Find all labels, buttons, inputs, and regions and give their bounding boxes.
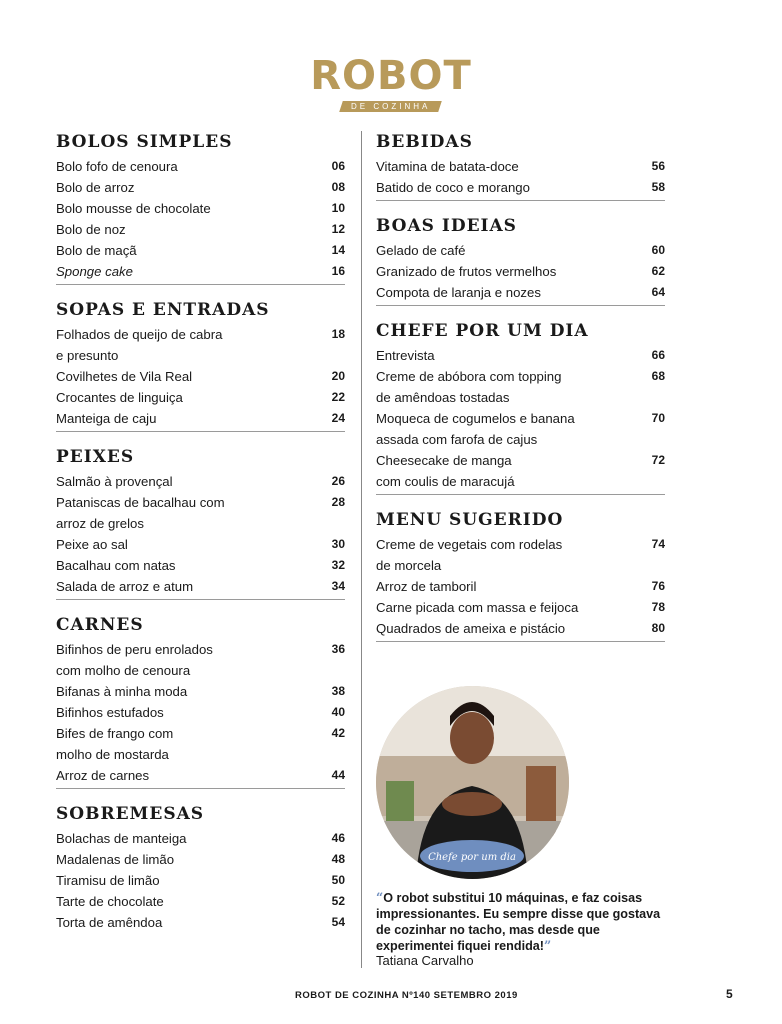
entry-title-line: Bolo de noz bbox=[56, 222, 126, 237]
toc-section bbox=[376, 215, 665, 306]
entry-page-number: 14 bbox=[331, 243, 345, 257]
entry-page-number: 16 bbox=[331, 264, 345, 278]
entry-title-line: Salada de arroz e atum bbox=[56, 579, 194, 594]
toc-right-column bbox=[376, 131, 665, 656]
section-title: PEIXES bbox=[56, 447, 135, 467]
entry-title-line: Granizado de frutos vermelhos bbox=[376, 264, 557, 279]
toc-section bbox=[376, 509, 665, 642]
toc-entry[interactable] bbox=[56, 723, 345, 765]
entry-page-number: 50 bbox=[331, 873, 345, 887]
entry-page-number: 36 bbox=[331, 642, 345, 656]
entry-title bbox=[56, 912, 332, 933]
toc-entry[interactable] bbox=[56, 219, 345, 240]
entry-page-number: 74 bbox=[651, 537, 665, 551]
toc-entry[interactable] bbox=[56, 681, 345, 702]
entry-page-number: 80 bbox=[651, 621, 665, 635]
quote-text: O robot substitui 10 máquinas, e faz coisas impressionantes. Eu sempre disse que gostava de cozinhar no tacho, mas desde que experimentei fiquei rendida! bbox=[376, 891, 661, 953]
entry-title bbox=[376, 156, 652, 177]
entry-title bbox=[56, 198, 332, 219]
entry-title bbox=[56, 366, 332, 387]
entry-title-line: de amêndoas tostadas bbox=[376, 390, 510, 405]
entry-title-line: Manteiga de caju bbox=[56, 411, 157, 426]
entry-title-line: Bolo mousse de chocolate bbox=[56, 201, 211, 216]
entry-title-line: Tarte de chocolate bbox=[56, 894, 164, 909]
entry-title bbox=[56, 408, 332, 429]
toc-entry[interactable] bbox=[376, 240, 665, 261]
toc-section bbox=[56, 803, 345, 935]
entry-title-line: Arroz de tamboril bbox=[376, 579, 477, 594]
entry-page-number: 20 bbox=[331, 369, 345, 383]
toc-entry[interactable] bbox=[376, 408, 665, 450]
toc-section bbox=[56, 446, 345, 600]
entry-title bbox=[56, 261, 332, 282]
entry-title bbox=[376, 345, 652, 366]
entry-title-line: arroz de grelos bbox=[56, 516, 144, 531]
section-title: CARNES bbox=[56, 615, 144, 635]
toc-section bbox=[56, 614, 345, 789]
toc-section bbox=[376, 320, 665, 495]
entry-page-number: 48 bbox=[331, 852, 345, 866]
entry-title-line: Moqueca de cogumelos e banana bbox=[376, 411, 575, 426]
toc-entry[interactable] bbox=[56, 576, 345, 597]
entry-page-number: 78 bbox=[651, 600, 665, 614]
entry-title-line: Covilhetes de Vila Real bbox=[56, 369, 193, 384]
toc-entry[interactable] bbox=[376, 450, 665, 492]
footer-issue: ROBOT DE COZINHA Nº140 SETEMBRO 2019 bbox=[295, 990, 518, 1001]
toc-entry[interactable] bbox=[56, 555, 345, 576]
entry-title-line: Bifinhos de peru enrolados bbox=[56, 642, 213, 657]
entry-title-line: Bolachas de manteiga bbox=[56, 831, 187, 846]
section-title: CHEFE POR UM DIA bbox=[376, 321, 589, 341]
entry-title bbox=[376, 240, 652, 261]
toc-entry[interactable] bbox=[376, 177, 665, 198]
entry-page-number: 46 bbox=[331, 831, 345, 845]
entry-title bbox=[56, 849, 332, 870]
entry-title-line: de morcela bbox=[376, 558, 442, 573]
toc-section bbox=[376, 131, 665, 201]
entry-title bbox=[376, 618, 652, 639]
entry-page-number: 40 bbox=[331, 705, 345, 719]
entry-title-line: assada com farofa de cajus bbox=[376, 432, 538, 447]
entry-page-number: 34 bbox=[331, 579, 345, 593]
toc-entry[interactable] bbox=[376, 366, 665, 408]
entry-title bbox=[376, 177, 652, 198]
entry-title bbox=[376, 282, 652, 303]
toc-entry[interactable] bbox=[56, 366, 345, 387]
entry-title-line: e presunto bbox=[56, 348, 119, 363]
entry-title bbox=[56, 702, 332, 723]
entry-title-line: Batido de coco e morango bbox=[376, 180, 530, 195]
entry-title bbox=[56, 219, 332, 240]
entry-title-line: Entrevista bbox=[376, 348, 435, 363]
toc-entry[interactable] bbox=[56, 870, 345, 891]
entry-page-number: 06 bbox=[331, 159, 345, 173]
entry-title-line: Peixe ao sal bbox=[56, 537, 128, 552]
entry-title-line: Bifanas à minha moda bbox=[56, 684, 188, 699]
entry-page-number: 12 bbox=[331, 222, 345, 236]
entry-title-line: Madalenas de limão bbox=[56, 852, 175, 867]
entry-title bbox=[56, 240, 332, 261]
entry-page-number: 32 bbox=[331, 558, 345, 572]
logo-title: ROBOT bbox=[310, 53, 472, 99]
toc-entry[interactable] bbox=[56, 324, 345, 366]
toc-entry[interactable] bbox=[56, 387, 345, 408]
toc-entry[interactable] bbox=[56, 261, 345, 282]
section-title: SOBREMESAS bbox=[56, 804, 205, 824]
entry-title bbox=[56, 177, 332, 198]
entry-title bbox=[376, 408, 652, 450]
toc-entry[interactable] bbox=[376, 156, 665, 177]
toc-section bbox=[56, 131, 345, 285]
entry-title bbox=[56, 492, 332, 534]
toc-entry[interactable] bbox=[56, 702, 345, 723]
section-title: BOLOS SIMPLES bbox=[56, 132, 233, 152]
entry-title bbox=[56, 534, 332, 555]
entry-page-number: 62 bbox=[651, 264, 665, 278]
toc-entry[interactable] bbox=[376, 618, 665, 639]
toc-section bbox=[56, 299, 345, 432]
entry-title-line: Torta de amêndoa bbox=[56, 915, 163, 930]
entry-title-line: Bifes de frango com bbox=[56, 726, 174, 741]
entry-title-line: Folhados de queijo de cabra bbox=[56, 327, 223, 342]
entry-title-line: Bifinhos estufados bbox=[56, 705, 164, 720]
entry-title bbox=[56, 681, 332, 702]
entry-title bbox=[56, 156, 332, 177]
entry-title-line: Salmão à provençal bbox=[56, 474, 173, 489]
entry-page-number: 10 bbox=[331, 201, 345, 215]
entry-page-number: 66 bbox=[651, 348, 665, 362]
entry-title bbox=[56, 828, 332, 849]
entry-page-number: 42 bbox=[331, 726, 345, 740]
entry-title-line: Pataniscas de bacalhau com bbox=[56, 495, 225, 510]
entry-title bbox=[376, 261, 652, 282]
toc-entry[interactable] bbox=[56, 849, 345, 870]
toc-entry[interactable] bbox=[56, 534, 345, 555]
toc-entry[interactable] bbox=[56, 492, 345, 534]
entry-page-number: 60 bbox=[651, 243, 665, 257]
entry-page-number: 18 bbox=[331, 327, 345, 341]
entry-page-number: 30 bbox=[331, 537, 345, 551]
entry-title-line: Crocantes de linguiça bbox=[56, 390, 183, 405]
entry-title-line: com molho de cenoura bbox=[56, 663, 191, 678]
toc-entry[interactable] bbox=[56, 177, 345, 198]
entry-page-number: 22 bbox=[331, 390, 345, 404]
toc-entry[interactable] bbox=[376, 576, 665, 597]
entry-title bbox=[376, 366, 652, 408]
page-number: 5 bbox=[726, 987, 733, 1001]
toc-left-column bbox=[56, 131, 345, 949]
entry-title-line: Carne picada com massa e feijoca bbox=[376, 600, 579, 615]
section-title: BEBIDAS bbox=[376, 132, 473, 152]
entry-title-line: com coulis de maracujá bbox=[376, 474, 515, 489]
quote-close-mark: ” bbox=[543, 938, 552, 953]
toc-entry[interactable] bbox=[56, 240, 345, 261]
entry-title-line: Quadrados de ameixa e pistácio bbox=[376, 621, 566, 636]
toc-entry[interactable] bbox=[376, 534, 665, 576]
toc-entry[interactable] bbox=[56, 891, 345, 912]
entry-title-line: Bolo de maçã bbox=[56, 243, 137, 258]
toc-entry[interactable] bbox=[376, 345, 665, 366]
chef-badge-text: Chefe por um dia bbox=[428, 852, 516, 863]
toc-entry[interactable] bbox=[56, 471, 345, 492]
entry-page-number: 64 bbox=[651, 285, 665, 299]
toc-entry[interactable] bbox=[56, 912, 345, 933]
entry-title-line: Sponge cake bbox=[56, 264, 133, 279]
entry-title bbox=[376, 576, 652, 597]
entry-title bbox=[56, 471, 332, 492]
entry-title-line: Bolo de arroz bbox=[56, 180, 135, 195]
chef-portrait bbox=[376, 686, 569, 879]
column-divider bbox=[361, 131, 362, 968]
entry-title bbox=[376, 534, 652, 576]
entry-title bbox=[56, 765, 332, 786]
entry-page-number: 58 bbox=[651, 180, 665, 194]
toc-entry[interactable] bbox=[376, 282, 665, 303]
quote-author: Tatiana Carvalho bbox=[376, 953, 474, 968]
entry-title bbox=[56, 387, 332, 408]
entry-page-number: 76 bbox=[651, 579, 665, 593]
entry-page-number: 28 bbox=[331, 495, 345, 509]
entry-title-line: molho de mostarda bbox=[56, 747, 169, 762]
logo-subtitle: DE COZINHA bbox=[340, 101, 443, 112]
entry-page-number: 54 bbox=[331, 915, 345, 929]
quote-open-mark: “ bbox=[376, 890, 384, 905]
entry-page-number: 38 bbox=[331, 684, 345, 698]
toc-entry[interactable] bbox=[56, 198, 345, 219]
toc-entry[interactable] bbox=[376, 597, 665, 618]
entry-title bbox=[56, 870, 332, 891]
entry-title bbox=[376, 450, 652, 492]
section-title: SOPAS E ENTRADAS bbox=[56, 300, 270, 320]
entry-title-line: Arroz de carnes bbox=[56, 768, 150, 783]
toc-entry[interactable] bbox=[56, 156, 345, 177]
toc-entry[interactable] bbox=[56, 828, 345, 849]
toc-entry[interactable] bbox=[56, 765, 345, 786]
section-title: MENU SUGERIDO bbox=[376, 510, 564, 530]
entry-page-number: 56 bbox=[651, 159, 665, 173]
entry-title-line: Bacalhau com natas bbox=[56, 558, 176, 573]
entry-page-number: 24 bbox=[331, 411, 345, 425]
toc-entry[interactable] bbox=[56, 639, 345, 681]
entry-title-line: Bolo fofo de cenoura bbox=[56, 159, 178, 174]
entry-page-number: 44 bbox=[331, 768, 345, 782]
entry-page-number: 70 bbox=[651, 411, 665, 425]
entry-title bbox=[56, 555, 332, 576]
entry-title bbox=[56, 324, 332, 366]
entry-title-line: Cheesecake de manga bbox=[376, 453, 512, 468]
entry-title bbox=[56, 891, 332, 912]
toc-entry[interactable] bbox=[56, 408, 345, 429]
entry-title bbox=[56, 576, 332, 597]
entry-title-line: Gelado de café bbox=[376, 243, 466, 258]
entry-title bbox=[56, 723, 332, 765]
toc-entry[interactable] bbox=[376, 261, 665, 282]
entry-page-number: 26 bbox=[331, 474, 345, 488]
entry-page-number: 68 bbox=[651, 369, 665, 383]
entry-title-line: Creme de abóbora com topping bbox=[376, 369, 562, 384]
entry-page-number: 08 bbox=[331, 180, 345, 194]
section-title: BOAS IDEIAS bbox=[376, 216, 517, 236]
entry-title-line: Vitamina de batata-doce bbox=[376, 159, 519, 174]
magazine-logo bbox=[310, 53, 472, 114]
entry-title-line: Creme de vegetais com rodelas bbox=[376, 537, 563, 552]
entry-title bbox=[56, 639, 332, 681]
chef-quote bbox=[376, 890, 676, 954]
entry-page-number: 52 bbox=[331, 894, 345, 908]
entry-title-line: Compota de laranja e nozes bbox=[376, 285, 541, 300]
entry-page-number: 72 bbox=[651, 453, 665, 467]
entry-title-line: Tiramisu de limão bbox=[56, 873, 160, 888]
entry-title bbox=[376, 597, 652, 618]
